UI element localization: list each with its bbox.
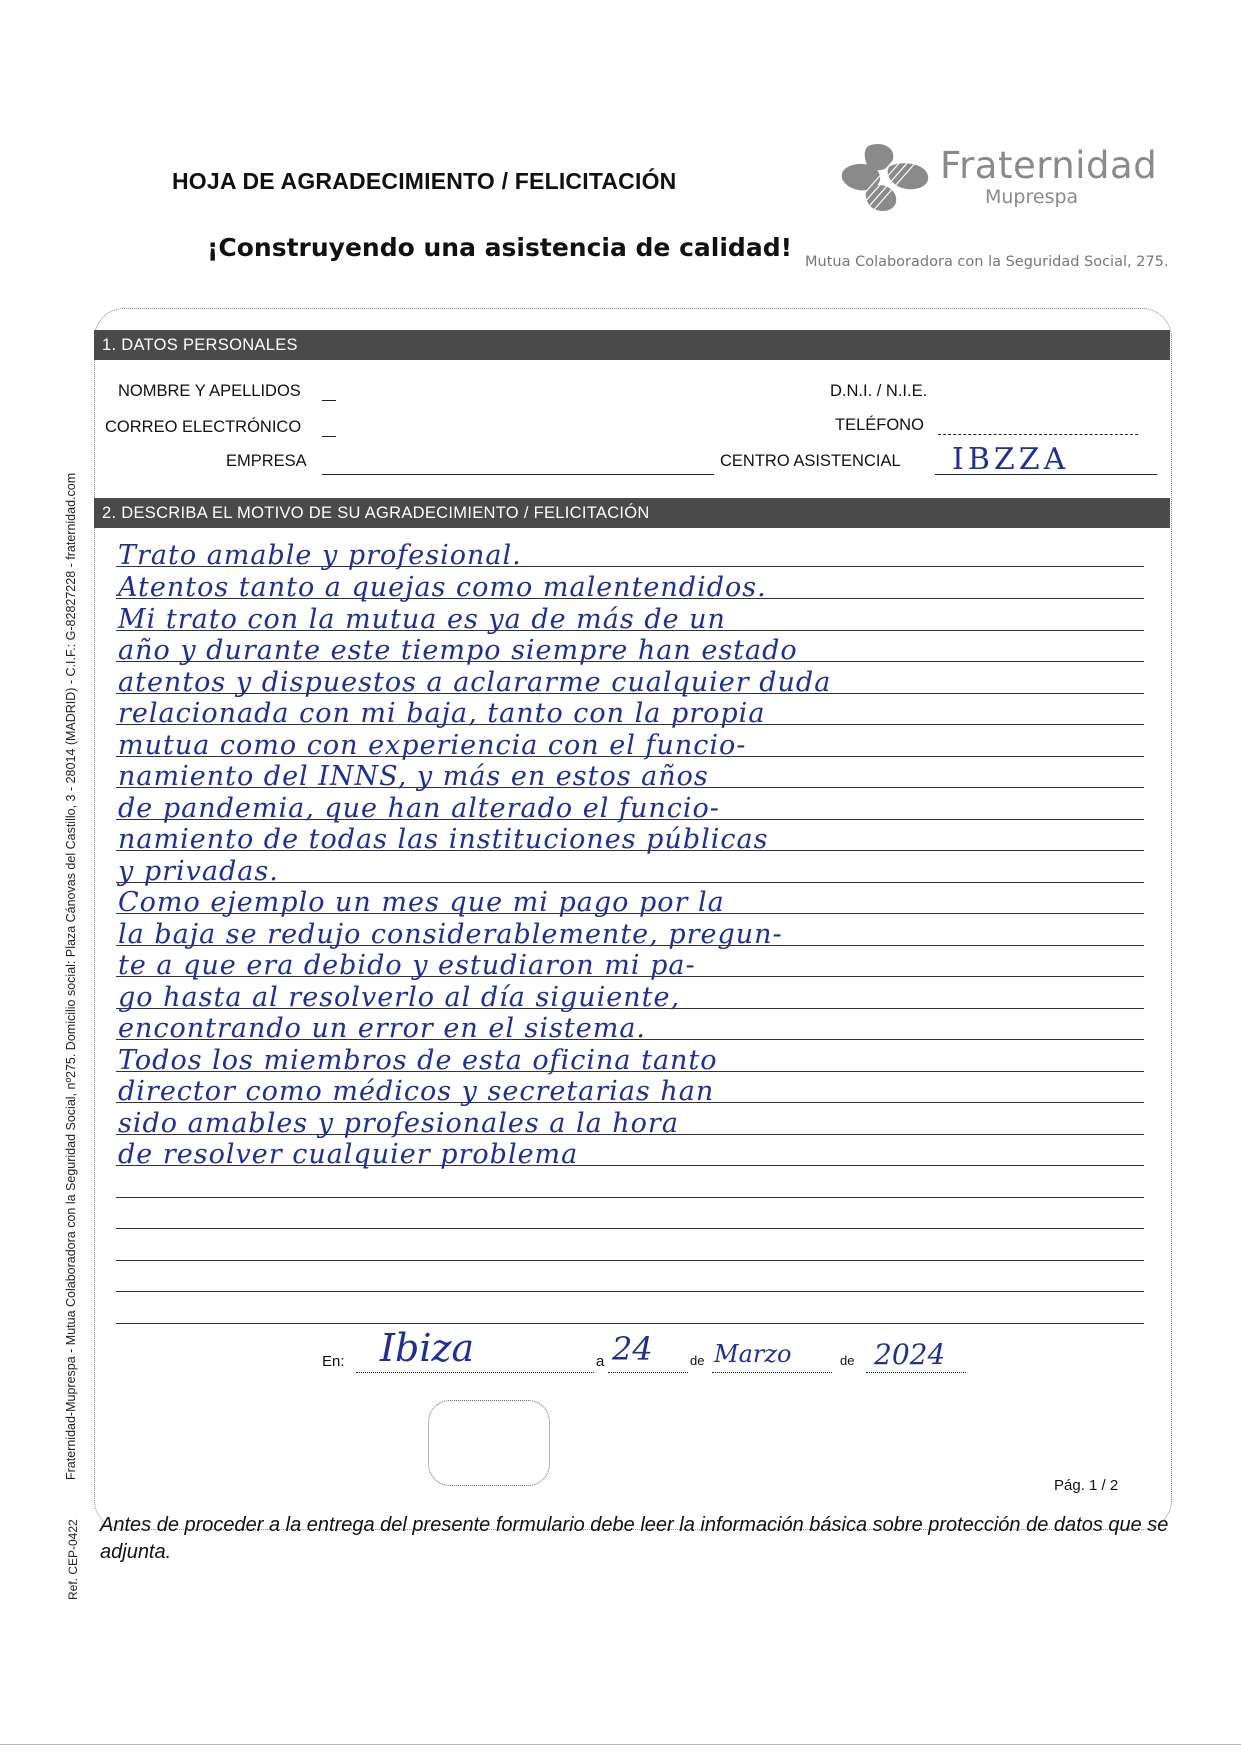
signature-box[interactable] bbox=[428, 1400, 550, 1486]
telefono-field[interactable] bbox=[938, 434, 1138, 435]
form-subtitle: ¡Construyendo una asistencia de calidad! bbox=[207, 233, 792, 262]
handwritten-line: año y durante este tiempo siempre han estado bbox=[118, 635, 798, 666]
handwritten-line: encontrando un error en el sistema. bbox=[118, 1013, 647, 1044]
handwritten-line: Mi trato con la mutua es ya de más de un bbox=[118, 604, 726, 635]
day-field[interactable] bbox=[608, 1372, 688, 1373]
month-field[interactable] bbox=[712, 1372, 832, 1373]
handwritten-line: la baja se redujo considerablemente, pregun- bbox=[118, 919, 783, 950]
section-2-header: 2. DESCRIBA EL MOTIVO DE SU AGRADECIMIENTO / FELICITACIÓN bbox=[94, 498, 1170, 528]
page-number: Pág. 1 / 2 bbox=[1054, 1477, 1119, 1494]
a-label: a bbox=[596, 1353, 605, 1370]
handwritten-line: Atentos tanto a quejas como malentendidos. bbox=[118, 572, 767, 603]
en-label: En: bbox=[322, 1353, 345, 1370]
handwritten-line: relacionada con mi baja, tanto con la propia bbox=[118, 698, 766, 729]
place-field[interactable] bbox=[356, 1372, 594, 1373]
empresa-field[interactable] bbox=[322, 474, 714, 475]
centro-value: IBZZA bbox=[952, 442, 1070, 477]
data-protection-note: Antes de proceder a la entrega del presente formulario debe leer la información básica sobre protección de datos que se adjunta. bbox=[100, 1514, 1169, 1563]
nombre-label: NOMBRE Y APELLIDOS bbox=[118, 382, 301, 400]
correo-field[interactable] bbox=[322, 436, 336, 437]
place-value: Ibiza bbox=[380, 1326, 475, 1370]
bottom-divider bbox=[0, 1744, 1241, 1745]
handwritten-line: de resolver cualquier problema bbox=[118, 1139, 579, 1170]
day-value: 24 bbox=[612, 1330, 653, 1368]
handwritten-line: Todos los miembros de esta oficina tanto bbox=[118, 1045, 718, 1076]
brand-name: Fraternidad bbox=[940, 144, 1158, 187]
centro-label: CENTRO ASISTENCIAL bbox=[720, 452, 901, 470]
handwritten-line: Como ejemplo un mes que mi pago por la bbox=[118, 887, 725, 918]
dni-label: D.N.I. / N.I.E. bbox=[830, 382, 928, 400]
year-value: 2024 bbox=[874, 1338, 946, 1371]
nombre-field[interactable] bbox=[322, 400, 336, 401]
handwritten-line: atentos y dispuestos a aclararme cualquier duda bbox=[118, 667, 832, 698]
handwritten-line: de pandemia, que han alterado el funcio- bbox=[118, 793, 720, 824]
correo-label: CORREO ELECTRÓNICO bbox=[105, 418, 302, 436]
de-label-2: de bbox=[840, 1353, 855, 1368]
brand-tagline: Mutua Colaboradora con la Seguridad Social, 275. bbox=[805, 254, 1169, 270]
empresa-label: EMPRESA bbox=[226, 452, 307, 470]
form-title: HOJA DE AGRADECIMIENTO / FELICITACIÓN bbox=[172, 168, 677, 194]
reference-code: Ref. CEP-0422 bbox=[66, 1519, 80, 1600]
handwritten-line: te a que era debido y estudiaron mi pa- bbox=[118, 950, 696, 981]
legal-side-text: Fraternidad-Muprespa - Mutua Colaboradora con la Seguridad Social, nº275. Domicilio social: Plaza Cánovas del Castillo, 3 - 28014 (MADRID) - C.I.F.: G-82827228 - fraternidad.com bbox=[64, 472, 78, 1480]
year-field[interactable] bbox=[866, 1372, 966, 1373]
fraternidad-logo-icon bbox=[838, 142, 934, 214]
handwritten-line: namiento del INNS, y más en estos años bbox=[118, 761, 709, 792]
handwritten-line: sido amables y profesionales a la hora bbox=[118, 1108, 679, 1139]
de-label-1: de bbox=[690, 1353, 705, 1368]
handwritten-line: namiento de todas las instituciones públicas bbox=[118, 824, 769, 855]
handwritten-line: mutua como con experiencia con el funcio- bbox=[118, 730, 747, 761]
handwritten-line: go hasta al resolverlo al día siguiente, bbox=[118, 982, 681, 1013]
handwritten-line: y privadas. bbox=[118, 856, 279, 887]
brand-subname: Muprespa bbox=[985, 186, 1079, 208]
section-1-header: 1. DATOS PERSONALES bbox=[94, 330, 1170, 360]
handwritten-line: director como médicos y secretarias han bbox=[118, 1076, 715, 1107]
telefono-label: TELÉFONO bbox=[835, 416, 924, 434]
month-value: Marzo bbox=[714, 1340, 792, 1368]
handwritten-line: Trato amable y profesional. bbox=[118, 540, 522, 571]
